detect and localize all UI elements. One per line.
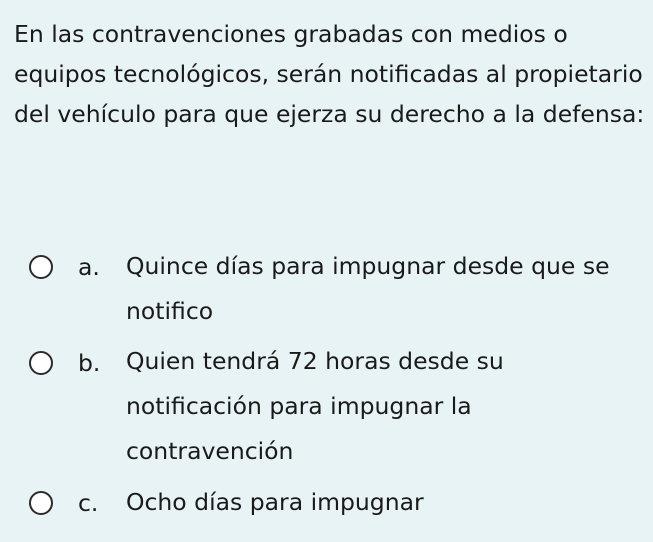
option-a-radio[interactable]: [29, 255, 53, 279]
option-b-letter: b.: [78, 349, 101, 377]
option-c-label: Ocho días para impugnar: [126, 488, 424, 516]
option-c-letter: c.: [78, 489, 99, 517]
option-c-radio[interactable]: [29, 491, 53, 515]
question-text: En las contravenciones grabadas con medios o equipos tecnológicos, serán notificadas al propietario del vehículo para que ejerza su derecho a la defensa:: [14, 20, 645, 128]
option-b-radio[interactable]: [29, 351, 53, 375]
option-b-label: Quien tendrá 72 horas desde su notificación para impugnar la contravención: [126, 347, 504, 465]
option-a-letter: a.: [78, 253, 100, 281]
option-a-label: Quince días para impugnar desde que se notifico: [126, 252, 610, 325]
